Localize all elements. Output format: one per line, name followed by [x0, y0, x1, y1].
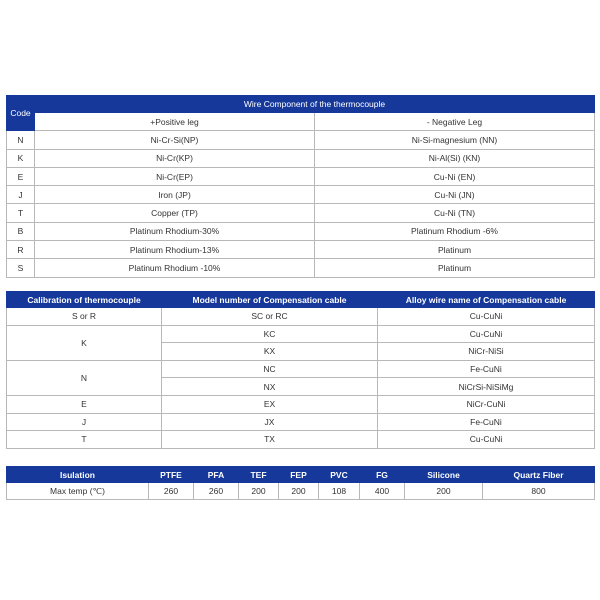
insulation-header: Isulation: [7, 467, 149, 483]
code-cell: K: [7, 149, 35, 167]
alloy-cell: NiCrSi-NiSiMg: [378, 378, 595, 396]
alloy-cell: NiCr-CuNi: [378, 395, 595, 413]
positive-cell: Platinum Rhodium-13%: [35, 241, 315, 259]
code-cell: E: [7, 167, 35, 185]
calibration-cell: T: [7, 431, 162, 449]
negative-cell: Cu-Ni (JN): [315, 186, 595, 204]
calibration-cell: E: [7, 395, 162, 413]
positive-cell: Ni-Cr(EP): [35, 167, 315, 185]
calibration-cell: J: [7, 413, 162, 431]
negative-cell: Cu-Ni (EN): [315, 167, 595, 185]
positive-cell: Copper (TP): [35, 204, 315, 222]
wire-table-title: Wire Component of the thermocouple: [35, 96, 595, 113]
pfa-header: PFA: [194, 467, 239, 483]
table-row: [7, 259, 595, 277]
positive-cell: Iron (JP): [35, 186, 315, 204]
positive-cell: Platinum Rhodium -10%: [35, 259, 315, 277]
table-row: [7, 395, 595, 413]
table-row: [7, 186, 595, 204]
table-row: [7, 204, 595, 222]
calibration-cell: N: [7, 360, 162, 395]
negative-leg-header: - Negative Leg: [315, 113, 595, 131]
table-row: [7, 360, 595, 378]
alloy-header: Alloy wire name of Compensation cable: [378, 292, 595, 308]
alloy-cell: Cu-CuNi: [378, 308, 595, 326]
model-cell: KX: [162, 343, 378, 361]
negative-cell: Platinum: [315, 241, 595, 259]
model-cell: JX: [162, 413, 378, 431]
negative-cell: Ni-Al(Si) (KN): [315, 149, 595, 167]
negative-cell: Ni-Si-magnesium (NN): [315, 131, 595, 149]
pvc-value: 108: [319, 483, 360, 500]
quartz-fiber-header: Quartz Fiber: [483, 467, 595, 483]
positive-cell: Ni-Cr-Si(NP): [35, 131, 315, 149]
negative-cell: Platinum Rhodium -6%: [315, 222, 595, 240]
code-cell: B: [7, 222, 35, 240]
positive-leg-header: +Positive leg: [35, 113, 315, 131]
table-row: [7, 325, 595, 343]
alloy-cell: Fe-CuNi: [378, 413, 595, 431]
silicone-header: Silicone: [405, 467, 483, 483]
model-cell: EX: [162, 395, 378, 413]
pvc-header: PVC: [319, 467, 360, 483]
table-row: [7, 131, 595, 149]
alloy-cell: Cu-CuNi: [378, 431, 595, 449]
model-cell: KC: [162, 325, 378, 343]
negative-cell: Cu-Ni (TN): [315, 204, 595, 222]
pfa-value: 260: [194, 483, 239, 500]
model-header: Model number of Compensation cable: [162, 292, 378, 308]
table-row: [7, 241, 595, 259]
compensation-cable-table: [6, 291, 595, 449]
alloy-cell: Cu-CuNi: [378, 325, 595, 343]
tef-value: 200: [239, 483, 279, 500]
code-cell: J: [7, 186, 35, 204]
code-header: Code: [7, 96, 35, 131]
code-cell: T: [7, 204, 35, 222]
alloy-cell: NiCr-NiSi: [378, 343, 595, 361]
code-cell: S: [7, 259, 35, 277]
table-row: [7, 413, 595, 431]
fg-value: 400: [360, 483, 405, 500]
calibration-cell: K: [7, 325, 162, 360]
code-cell: N: [7, 131, 35, 149]
table-row: [7, 483, 595, 500]
wire-component-table: [6, 95, 595, 278]
table-row: [7, 431, 595, 449]
ptfe-header: PTFE: [149, 467, 194, 483]
table-row: [7, 149, 595, 167]
calibration-cell: S or R: [7, 308, 162, 326]
fep-value: 200: [279, 483, 319, 500]
code-cell: R: [7, 241, 35, 259]
model-cell: NC: [162, 360, 378, 378]
tef-header: TEF: [239, 467, 279, 483]
negative-cell: Platinum: [315, 259, 595, 277]
quartz-fiber-value: 800: [483, 483, 595, 500]
max-temp-label: Max temp (℃): [7, 483, 149, 500]
table-row: [7, 222, 595, 240]
positive-cell: Platinum Rhodium-30%: [35, 222, 315, 240]
model-cell: TX: [162, 431, 378, 449]
model-cell: NX: [162, 378, 378, 396]
alloy-cell: Fe-CuNi: [378, 360, 595, 378]
positive-cell: Ni-Cr(KP): [35, 149, 315, 167]
table-row: [7, 308, 595, 326]
ptfe-value: 260: [149, 483, 194, 500]
model-cell: SC or RC: [162, 308, 378, 326]
fep-header: FEP: [279, 467, 319, 483]
table-row: [7, 167, 595, 185]
calibration-header: Calibration of thermocouple: [7, 292, 162, 308]
fg-header: FG: [360, 467, 405, 483]
silicone-value: 200: [405, 483, 483, 500]
insulation-table: [6, 466, 595, 500]
